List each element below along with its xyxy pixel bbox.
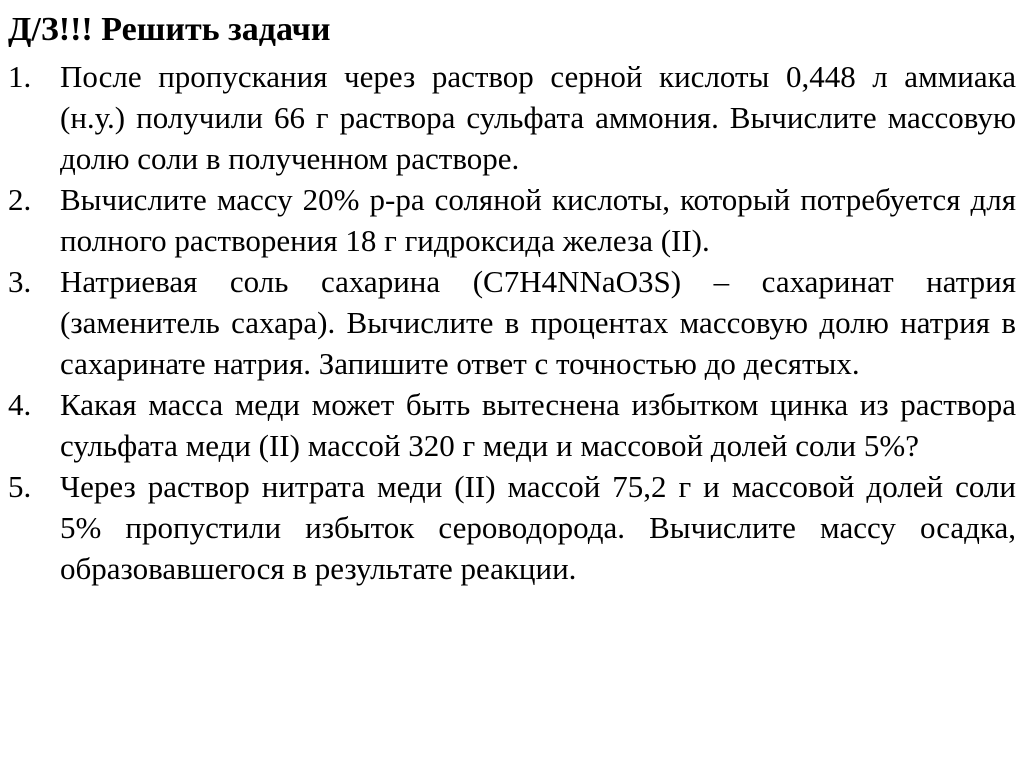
task-text: Вычислите массу 20% р-ра соляной кислоты, который потребуется для полного растворения 18 г гидроксида железа (II). <box>60 182 1016 258</box>
task-number: 5. <box>8 469 32 504</box>
task-text: После пропускания через раствор серной кислоты 0,448 л аммиака (н.у.) получили 66 г раствора сульфата аммония. Вычислите массовую долю соли в полученном растворе. <box>60 59 1016 176</box>
task-list <box>8 56 1016 589</box>
task-text: Натриевая соль сахарина (C7H4NNaO3S) – сахаринат натрия (заменитель сахара). Вычислите в процентах массовую долю натрия в сахаринате натрия. Запишите ответ с точностью до десятых. <box>60 264 1016 381</box>
task-item-2 <box>8 179 1016 261</box>
task-text: Какая масса меди может быть вытеснена избытком цинка из раствора сульфата меди (II) массой 320 г меди и массовой долей соли 5%? <box>60 387 1016 463</box>
task-item-3 <box>8 261 1016 384</box>
task-number: 2. <box>8 182 32 217</box>
task-item-4 <box>8 384 1016 466</box>
task-item-5 <box>8 466 1016 589</box>
task-number: 1. <box>8 59 32 94</box>
task-number: 3. <box>8 264 32 299</box>
task-text: Через раствор нитрата меди (II) массой 75,2 г и массовой долей соли 5% пропустили избыток сероводорода. Вычислите массу осадка, образовавшегося в результате реакции. <box>60 469 1016 586</box>
task-number: 4. <box>8 387 32 422</box>
page-title: Д/З!!! Решить задачи <box>8 11 331 48</box>
task-item-1 <box>8 56 1016 179</box>
